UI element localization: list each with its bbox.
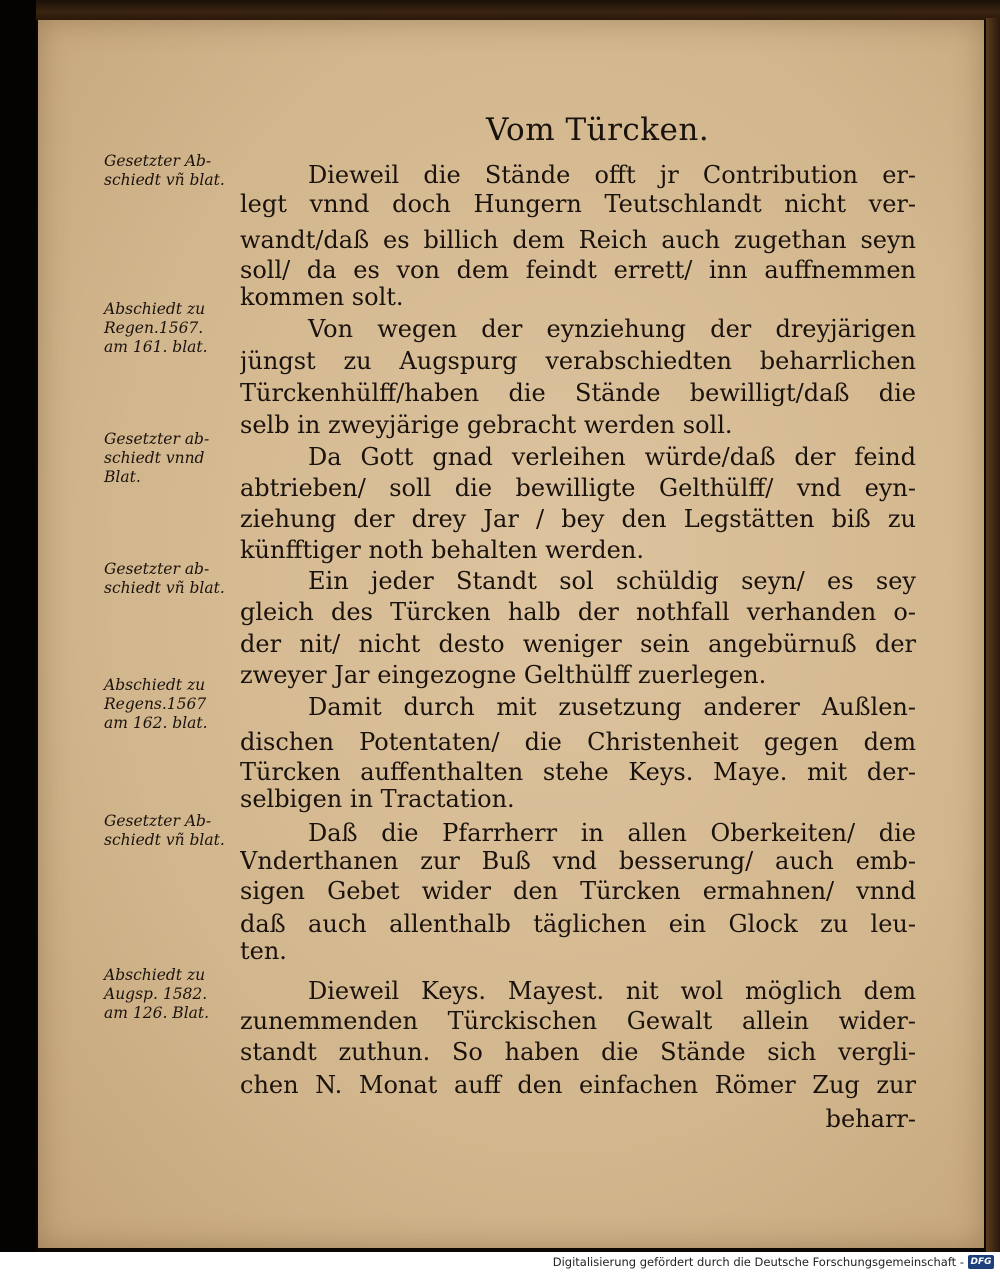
book-left-edge [0, 0, 36, 1252]
text-line: selb in zweyjärige gebracht werden soll. [240, 411, 733, 439]
text-line: Ein jeder Standt sol schüldig seyn/ es sey [308, 567, 916, 595]
text-line: sigen Gebet wider den Türcken ermahnen/ vnnd [240, 877, 916, 905]
text-line: Daß die Pfarrherr in allen Oberkeiten/ die [308, 819, 916, 847]
text-line: kommen solt. [240, 283, 404, 311]
dfg-logo-icon: DFG [968, 1255, 994, 1269]
text-line: selbigen in Tractation. [240, 785, 515, 813]
text-line: zweyer Jar eingezogne Gelthülff zuerlegen. [240, 661, 767, 689]
text-line: ziehung der drey Jar / bey den Legstätten biß zu [240, 505, 916, 533]
text-line: Türcken auffenthalten stehe Keys. Maye. mit der- [240, 758, 916, 786]
text-line: Damit durch mit zusetzung anderer Außlen- [308, 693, 916, 721]
margin-note: Gesetzter Ab- schiedt vñ blat. [104, 812, 225, 849]
text-line: legt vnnd doch Hungern Teutschlandt nicht ver- [240, 190, 916, 218]
book-right-edge [986, 18, 1000, 1252]
text-line: dischen Potentaten/ die Christenheit gegen dem [240, 728, 916, 756]
text-line: daß auch allenthalb täglichen ein Glock zu leu- [240, 910, 916, 938]
text-line: Türckenhülff/haben die Stände bewilligt/daß die [240, 379, 916, 407]
text-line: wandt/daß es billich dem Reich auch zugethan seyn [240, 226, 916, 254]
running-head: Vom Türcken. [486, 112, 710, 148]
footer-bar [0, 1252, 1000, 1273]
text-line: Von wegen der eynziehung der dreyjärigen [308, 315, 916, 343]
margin-note: Gesetzter ab- schiedt vnnd Blat. [104, 430, 210, 486]
text-line: chen N. Monat auff den einfachen Römer Zug zur [240, 1071, 916, 1099]
funding-credit: Digitalisierung gefördert durch die Deutsche Forschungsgemeinschaft - [552, 1255, 964, 1269]
margin-note: Abschiedt zu Regens.1567 am 162. blat. [104, 676, 208, 732]
margin-note: Gesetzter ab- schiedt vñ blat. [104, 560, 225, 597]
book-top-edge [0, 0, 1000, 20]
margin-note: Abschiedt zu Augsp. 1582. am 126. Blat. [104, 966, 210, 1022]
text-line: zunemmenden Türckischen Gewalt allein wider- [240, 1007, 916, 1035]
text-line: Dieweil die Stände offt jr Contribution er- [308, 161, 916, 189]
text-line: Dieweil Keys. Mayest. nit wol möglich dem [308, 977, 916, 1005]
text-line: jüngst zu Augspurg verabschiedten beharrlichen [240, 347, 916, 375]
text-line: soll/ da es von dem feindt errett/ inn auffnemmen [240, 256, 916, 284]
catchword: beharr- [825, 1105, 916, 1133]
margin-note: Gesetzter Ab- schiedt vñ blat. [104, 152, 225, 189]
text-line: Vnderthanen zur Buß vnd besserung/ auch emb- [240, 847, 916, 875]
text-line: künfftiger noth behalten werden. [240, 536, 644, 564]
text-line: gleich des Türcken halb der nothfall verhanden o- [240, 598, 916, 626]
text-line: ten. [240, 937, 287, 965]
text-line: abtrieben/ soll die bewilligte Gelthülff/ vnd eyn- [240, 474, 916, 502]
text-line: der nit/ nicht desto weniger sein angebürnuß der [240, 630, 916, 658]
margin-note: Abschiedt zu Regen.1567. am 161. blat. [104, 300, 208, 356]
text-line: standt zuthun. So haben die Stände sich vergli- [240, 1038, 916, 1066]
text-line: Da Gott gnad verleihen würde/daß der feind [308, 443, 916, 471]
